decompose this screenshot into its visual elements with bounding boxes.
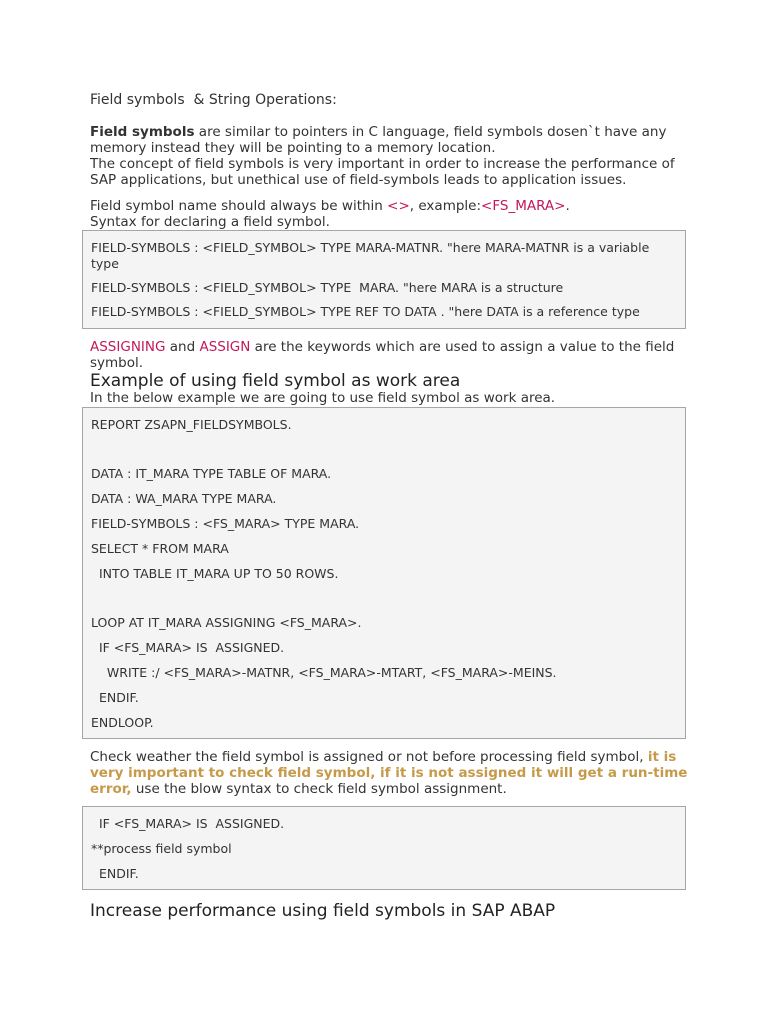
page-title: Field symbols & String Operations:: [90, 92, 337, 108]
naming-paragraph: [90, 198, 690, 230]
naming-text-mid: , example:: [409, 198, 482, 214]
assign-text-and: and: [165, 339, 200, 355]
check-highlight: it is very important to check field symbol, if it is not assigned it will get a run-time error,: [90, 749, 688, 797]
declaration-code-box: [82, 230, 686, 329]
code-line: REPORT ZSAPN_FIELDSYMBOLS.: [91, 417, 292, 432]
code-line: IF <FS_MARA> IS ASSIGNED.: [91, 640, 285, 655]
code-line: FIELD-SYMBOLS : <FS_MARA> TYPE MARA.: [91, 516, 360, 531]
code-line: INTO TABLE IT_MARA UP TO 50 ROWS.: [91, 566, 339, 581]
keyword-assigning: ASSIGNING: [90, 339, 166, 355]
code-line: SELECT * FROM MARA: [91, 541, 229, 556]
section-heading-performance: Increase performance using field symbols in SAP ABAP: [90, 901, 556, 921]
code-line: ENDIF.: [91, 690, 139, 705]
code-line: IF <FS_MARA> IS ASSIGNED.: [91, 816, 285, 831]
keyword-assign: ASSIGN: [199, 339, 251, 355]
code-line: LOOP AT IT_MARA ASSIGNING <FS_MARA>.: [91, 615, 362, 630]
example-code-box: [82, 407, 686, 739]
assign-paragraph: [90, 339, 690, 371]
code-line: DATA : WA_MARA TYPE MARA.: [91, 491, 277, 506]
code-line: ENDIF.: [91, 866, 139, 881]
naming-text: Field symbol name should always be within: [90, 198, 388, 214]
check-code-box: [82, 806, 686, 890]
code-line: **process field symbol: [91, 841, 232, 856]
code-line: ENDLOOP.: [91, 715, 154, 730]
check-paragraph: [90, 749, 690, 797]
check-text-end: use the blow syntax to check field symbol assignment.: [131, 781, 507, 797]
code-line: DATA : IT_MARA TYPE TABLE OF MARA.: [91, 466, 332, 481]
code-line: type: [91, 256, 119, 271]
code-line: WRITE :/ <FS_MARA>-MATNR, <FS_MARA>-MTART, <FS_MARA>-MEINS.: [91, 665, 557, 680]
code-line: FIELD-SYMBOLS : <FIELD_SYMBOL> TYPE MARA-MATNR. "here MARA-MATNR is a variable: [91, 240, 650, 255]
intro-text: are similar to pointers in C language, field symbols dosen`t have any memory instead they will be pointing to a memory location.: [90, 124, 667, 156]
assign-text: are the keywords which are used to assign a value to the field symbol.: [90, 339, 675, 371]
section-heading-work-area: Example of using field symbol as work area: [90, 371, 461, 391]
naming-text-end: .: [565, 198, 570, 214]
intro-text-line2: The concept of field symbols is very important in order to increase the performance of SAP applications, but unethical use of field-symbols leads to application issues.: [90, 156, 675, 188]
intro-bold-term: Field symbols: [90, 124, 195, 140]
code-line: FIELD-SYMBOLS : <FIELD_SYMBOL> TYPE MARA. "here MARA is a structure: [91, 280, 564, 295]
intro-paragraph: [90, 124, 690, 188]
check-text: Check weather the field symbol is assigned or not before processing field symbol,: [90, 749, 648, 765]
section-subtitle: In the below example we are going to use field symbol as work area.: [90, 390, 556, 406]
keyword-angle-brackets: <>: [387, 198, 410, 214]
syntax-intro: Syntax for declaring a field symbol.: [90, 214, 330, 230]
code-line: FIELD-SYMBOLS : <FIELD_SYMBOL> TYPE REF TO DATA . "here DATA is a reference type: [91, 304, 640, 319]
keyword-fs-mara: <FS_MARA>: [481, 198, 566, 214]
